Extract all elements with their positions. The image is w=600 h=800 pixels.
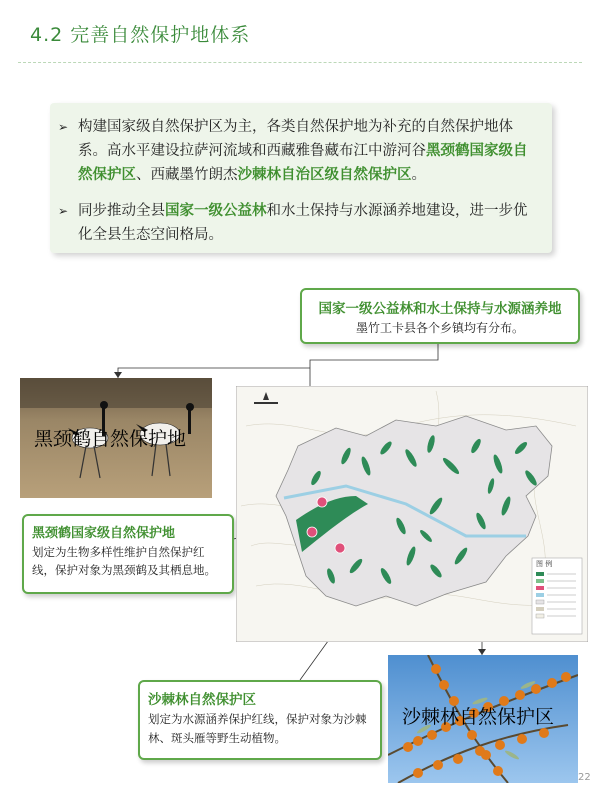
- arrow-bullet-icon: ➢: [58, 120, 69, 134]
- callout-title: 国家一级公益林和水土保持与水源涵养地: [318, 301, 562, 317]
- bullet-text-segment: 、西藏墨竹朗杰: [136, 167, 238, 183]
- bullet-text-segment: 构建国家级自然保护区为主，各类自然保护地为补充的自然保护地体系。高水平建设拉萨河流域和西藏雅鲁藏布江中游河谷: [78, 119, 513, 159]
- callout-description: 墨竹工卡县各个乡镇均有分布。: [355, 321, 524, 335]
- highlighted-term: 国家一级公益林: [165, 203, 267, 219]
- callout-title: 黑颈鹤国家级自然保护地: [32, 526, 176, 541]
- bullet-text-segment: 同步推动全县: [78, 203, 165, 219]
- callout-description: 划定为水源涵养保护红线，保护对象为沙棘林、斑头雁等野生动植物。: [148, 712, 367, 745]
- map-legend-title: 图 例: [536, 560, 553, 568]
- arrow-bullet-icon: ➢: [58, 204, 69, 218]
- crane-photo-caption: 黑颈鹤自然保护地: [34, 428, 187, 450]
- page-number: 22: [578, 772, 591, 783]
- callout-black-necked-crane-reserve: [22, 514, 234, 594]
- sea-buckthorn-photo-caption: 沙棘林自然保护区: [402, 706, 555, 728]
- callout-public-welfare-forest: [300, 288, 580, 344]
- page-title: 4.2 完善自然保护地体系: [30, 24, 251, 46]
- highlighted-term: 黑颈鹤国家级自然保护区: [78, 143, 528, 183]
- bullet-text-segment: 和水土保持与水源涵养地建设，进一步优化全县生态空间格局。: [78, 203, 528, 243]
- callout-description: 划定为生物多样性维护自然保护红线，保护对象为黑颈鹤及其栖息地。: [32, 545, 216, 577]
- highlighted-term: 沙棘林自治区级自然保护区: [237, 167, 412, 183]
- bullet-text-segment: 。: [411, 167, 426, 183]
- protected-area-map: [236, 386, 588, 642]
- callout-title: 沙棘林自然保护区: [148, 692, 256, 708]
- callout-sea-buckthorn-reserve: [138, 680, 382, 760]
